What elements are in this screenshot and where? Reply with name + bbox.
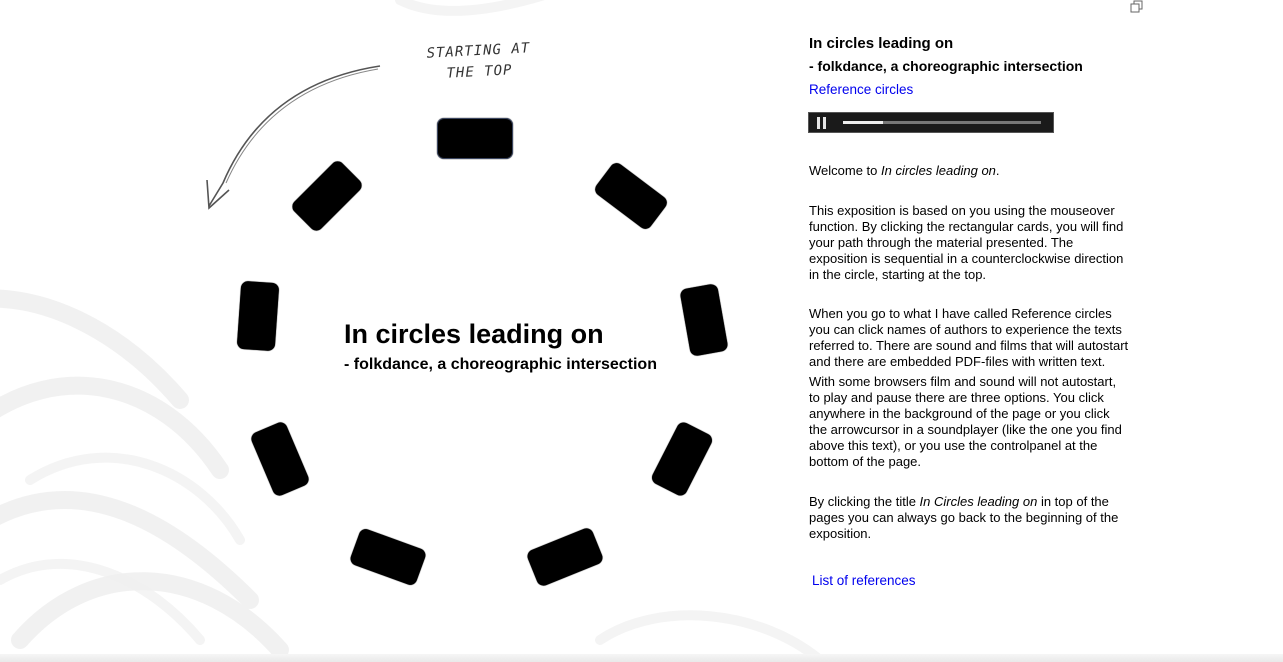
card-1[interactable] [437, 118, 513, 159]
sound-player[interactable] [808, 112, 1054, 133]
welcome-text [809, 163, 1129, 179]
handwritten-note-line2: THE TOP [446, 62, 513, 82]
panel-subtitle [809, 56, 1129, 76]
bottom-control-bar[interactable] [0, 654, 1283, 662]
panel-subtitle-rest: , a choreographic intersection [882, 58, 1083, 74]
pause-icon[interactable] [815, 116, 829, 130]
player-progress-fill [843, 121, 883, 124]
nav-suffix: in top of the pages you can always go back to the beginning of the exposition. [809, 494, 1119, 541]
welcome-italic: In circles leading on [881, 163, 996, 178]
curved-arrow-icon [195, 58, 390, 218]
handwritten-note [423, 38, 535, 86]
nav-italic: In Circles leading on [919, 494, 1038, 509]
card-7[interactable] [650, 420, 715, 498]
intro-paragraph: This exposition is based on you using the mouseover function. By clicking the rectangular cards, you will find your path through the material presented. The exposition is sequential in a counterclockwise direction in the circle, starting at the top. [809, 203, 1124, 282]
circle-subtitle: - folkdance, a choreographic intersection [344, 356, 657, 373]
card-4[interactable] [249, 420, 311, 497]
nav-prefix: By clicking the title [809, 494, 920, 509]
navigation-paragraph [809, 494, 1129, 542]
window-copy-icon[interactable] [1130, 0, 1143, 13]
list-of-references-link[interactable]: List of references [812, 573, 916, 588]
card-3[interactable] [237, 281, 280, 351]
autostart-paragraph: With some browsers film and sound will not autostart, to play and pause there are three options. You click anywhere in the background of the page or you click the arrowcursor in a soundplayer (like the one you find above this text), or you use the controlpanel at the bottom of the page. [809, 374, 1122, 469]
card-6[interactable] [525, 526, 604, 587]
welcome-suffix: . [995, 163, 1000, 178]
panel-subtitle-prefix: - folkdance [809, 58, 883, 74]
reference-paragraph: When you go to what I have called Reference circles you can click names of authors to experience the texts referred to. There are sound and films that will autostart and there are embedded PDF-files with written text. [809, 306, 1129, 369]
welcome-prefix: Welcome to [809, 163, 882, 178]
panel-title[interactable]: In circles leading on [809, 35, 954, 52]
reference-circles-link[interactable]: Reference circles [809, 82, 914, 97]
card-9[interactable] [592, 160, 669, 231]
handwritten-note-line1: STARTING AT [426, 40, 531, 62]
card-8[interactable] [679, 283, 728, 357]
card-5[interactable] [349, 527, 428, 587]
player-progress-track[interactable] [843, 121, 1041, 124]
side-panel [809, 34, 1129, 100]
circle-title[interactable]: In circles leading on [344, 319, 604, 349]
